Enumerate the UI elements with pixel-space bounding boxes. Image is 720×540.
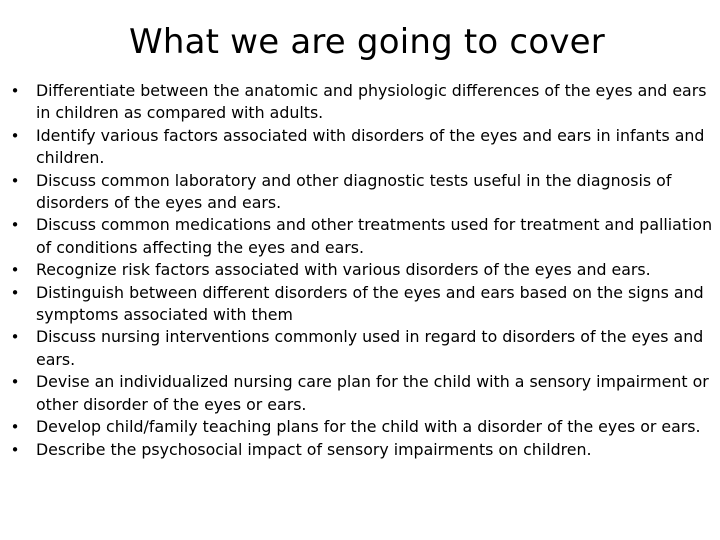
bullet-icon: •: [10, 440, 20, 459]
bullet-icon: •: [10, 261, 20, 280]
list-item-text: Describe the psychosocial impact of sensory impairments on children.: [36, 439, 592, 459]
bullet-icon: •: [10, 373, 20, 392]
list-item: [0, 214, 720, 259]
list-item: [0, 170, 720, 215]
list-item: [0, 326, 720, 371]
bullet-icon: •: [10, 328, 20, 347]
bullet-icon: •: [10, 82, 20, 100]
list-item: [0, 439, 720, 461]
list-item: [0, 371, 720, 416]
slide-title: What we are going to cover: [129, 22, 605, 62]
list-item-text: Discuss common medications and other treatments used for treatment and palliation of conditions affecting the eyes and ears.: [36, 215, 713, 257]
bullet-icon: •: [10, 418, 20, 437]
list-item-text: Discuss nursing interventions commonly used in regard to disorders of the eyes and ears.: [36, 327, 704, 369]
list-item: [0, 125, 720, 170]
list-item-text: Distinguish between different disorders of the eyes and ears based on the signs and symptoms associated with them: [36, 282, 704, 325]
list-item-text: Recognize risk factors associated with various disorders of the eyes and ears.: [36, 260, 651, 280]
list-item-text: Discuss common laboratory and other diagnostic tests useful in the diagnosis of disorders of the eyes and ears.: [36, 170, 672, 213]
list-item-text: Devise an individualized nursing care plan for the child with a sensory impairment or other disorder of the eyes or ears.: [36, 372, 709, 414]
list-item: [0, 259, 720, 281]
bullet-icon: •: [10, 216, 20, 235]
bullet-icon: •: [10, 283, 20, 302]
bullet-list: [0, 80, 720, 461]
list-item-text: Develop child/family teaching plans for the child with a disorder of the eyes or ears.: [36, 417, 701, 437]
list-item: [0, 416, 720, 438]
list-item-text: Identify various factors associated with disorders of the eyes and ears in infants and children.: [36, 125, 705, 168]
bullet-icon: •: [10, 126, 20, 145]
list-item: [0, 80, 720, 125]
list-item-text: Differentiate between the anatomic and physiologic differences of the eyes and ears in children as compared with adults.: [36, 81, 707, 123]
list-item: [0, 282, 720, 327]
bullet-icon: •: [10, 171, 20, 190]
